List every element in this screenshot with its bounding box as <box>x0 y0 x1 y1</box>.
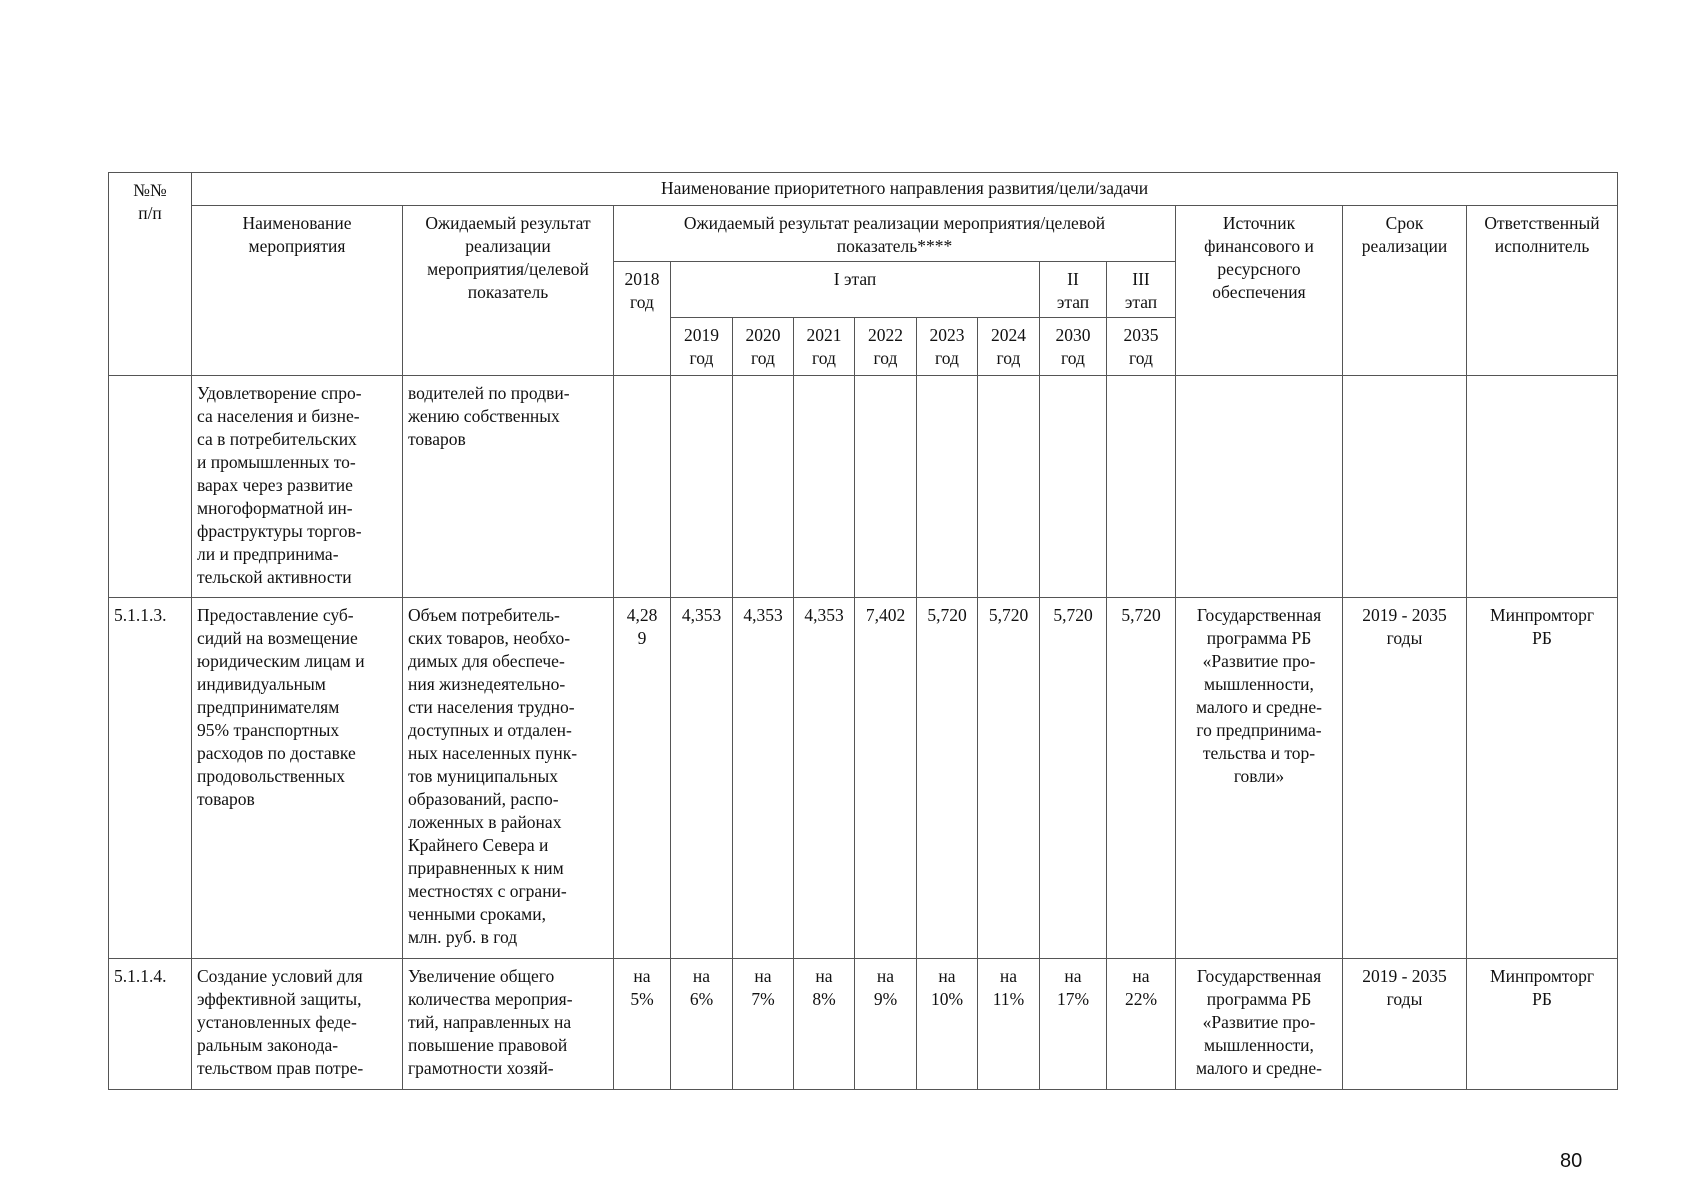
row-expected-result: Увеличение общего количества мероприя- тий, направленных на повышение правовой грамотности хозяй- <box>403 959 614 1090</box>
row-value-2023 <box>917 376 978 598</box>
header-year-2035: 2035 год <box>1107 318 1176 376</box>
header-expected-result: Ожидаемый результат реализации мероприятия/целевой показатель <box>403 206 614 376</box>
row-value-2018: на 5% <box>614 959 671 1090</box>
row-value-2030 <box>1040 376 1107 598</box>
table-row <box>109 959 1618 1090</box>
header-event-name: Наименование мероприятия <box>192 206 403 376</box>
header-row-2 <box>109 206 1618 262</box>
row-responsible: Минпромторг РБ <box>1467 598 1618 959</box>
row-term: 2019 - 2035 годы <box>1343 598 1467 959</box>
header-year-2020: 2020 год <box>733 318 794 376</box>
row-event-name: Создание условий для эффективной защиты, установленных феде- ральным законода- тельством прав потре- <box>192 959 403 1090</box>
row-source: Государственная программа РБ «Развитие про- мышленности, малого и средне- <box>1176 959 1343 1090</box>
row-value-2024 <box>978 376 1040 598</box>
table-row <box>109 598 1618 959</box>
header-responsible: Ответственный исполнитель <box>1467 206 1618 376</box>
row-value-2021: 4,353 <box>794 598 855 959</box>
row-responsible: Минпромторг РБ <box>1467 959 1618 1090</box>
row-value-2021 <box>794 376 855 598</box>
row-value-2035 <box>1107 376 1176 598</box>
row-value-2018: 4,28 9 <box>614 598 671 959</box>
row-num <box>109 376 192 598</box>
row-event-name: Предоставление суб- сидий на возмещение юридическим лицам и индивидуальным предпринимателям 95% транспортных расходов по доставке продовольственных товаров <box>192 598 403 959</box>
header-priority: Наименование приоритетного направления развития/цели/задачи <box>192 173 1618 206</box>
header-year-2024: 2024 год <box>978 318 1040 376</box>
header-term: Срок реализации <box>1343 206 1467 376</box>
row-value-2021: на 8% <box>794 959 855 1090</box>
row-source <box>1176 376 1343 598</box>
row-value-2035: 5,720 <box>1107 598 1176 959</box>
row-value-2022: на 9% <box>855 959 917 1090</box>
header-source: Источник финансового и ресурсного обеспечения <box>1176 206 1343 376</box>
page-number: 80 <box>1560 1150 1583 1172</box>
row-term <box>1343 376 1467 598</box>
header-year-2023: 2023 год <box>917 318 978 376</box>
row-value-2024: на 11% <box>978 959 1040 1090</box>
row-value-2023: 5,720 <box>917 598 978 959</box>
row-value-2020 <box>733 376 794 598</box>
row-source: Государственная программа РБ «Развитие про- мышленности, малого и средне- го предпринима- тельства и тор- говли» <box>1176 598 1343 959</box>
header-year-2030: 2030 год <box>1040 318 1107 376</box>
row-value-2018 <box>614 376 671 598</box>
header-year-2018: 2018 год <box>614 262 671 376</box>
row-value-2030: 5,720 <box>1040 598 1107 959</box>
header-row-1 <box>109 173 1618 206</box>
header-stage-1: I этап <box>671 262 1040 318</box>
row-value-2019 <box>671 376 733 598</box>
row-event-name: Удовлетворение спро- са населения и бизне- са в потребительских и промышленных то- варах через развитие многоформатной ин- фраструктуры торгов- ли и предпринима- тельской активности <box>192 376 403 598</box>
header-year-2022: 2022 год <box>855 318 917 376</box>
table-row <box>109 376 1618 598</box>
header-stage-3: III этап <box>1107 262 1176 318</box>
row-expected-result: Объем потребитель- ских товаров, необхо- димых для обеспече- ния жизнедеятельно- сти населения трудно- доступных и отдален- ных населенных пунк- тов муниципальных образований, распо- ложенных в районах Крайнего Севера и приравненных к ним местностях с ограни- ченными сроками, млн. руб. в год <box>403 598 614 959</box>
header-year-2019: 2019 год <box>671 318 733 376</box>
row-value-2022 <box>855 376 917 598</box>
row-value-2019: на 6% <box>671 959 733 1090</box>
row-value-2024: 5,720 <box>978 598 1040 959</box>
row-num: 5.1.1.4. <box>109 959 192 1090</box>
program-table <box>108 172 1618 1090</box>
row-value-2035: на 22% <box>1107 959 1176 1090</box>
row-value-2030: на 17% <box>1040 959 1107 1090</box>
row-value-2022: 7,402 <box>855 598 917 959</box>
row-value-2020: 4,353 <box>733 598 794 959</box>
header-stage-2: II этап <box>1040 262 1107 318</box>
header-year-2021: 2021 год <box>794 318 855 376</box>
row-value-2019: 4,353 <box>671 598 733 959</box>
header-expected-group: Ожидаемый результат реализации мероприятия/целевой показатель**** <box>614 206 1176 262</box>
row-value-2020: на 7% <box>733 959 794 1090</box>
row-num: 5.1.1.3. <box>109 598 192 959</box>
header-num: №№ п/п <box>109 173 192 376</box>
row-responsible <box>1467 376 1618 598</box>
row-value-2023: на 10% <box>917 959 978 1090</box>
row-expected-result: водителей по продви- жению собственных товаров <box>403 376 614 598</box>
row-term: 2019 - 2035 годы <box>1343 959 1467 1090</box>
